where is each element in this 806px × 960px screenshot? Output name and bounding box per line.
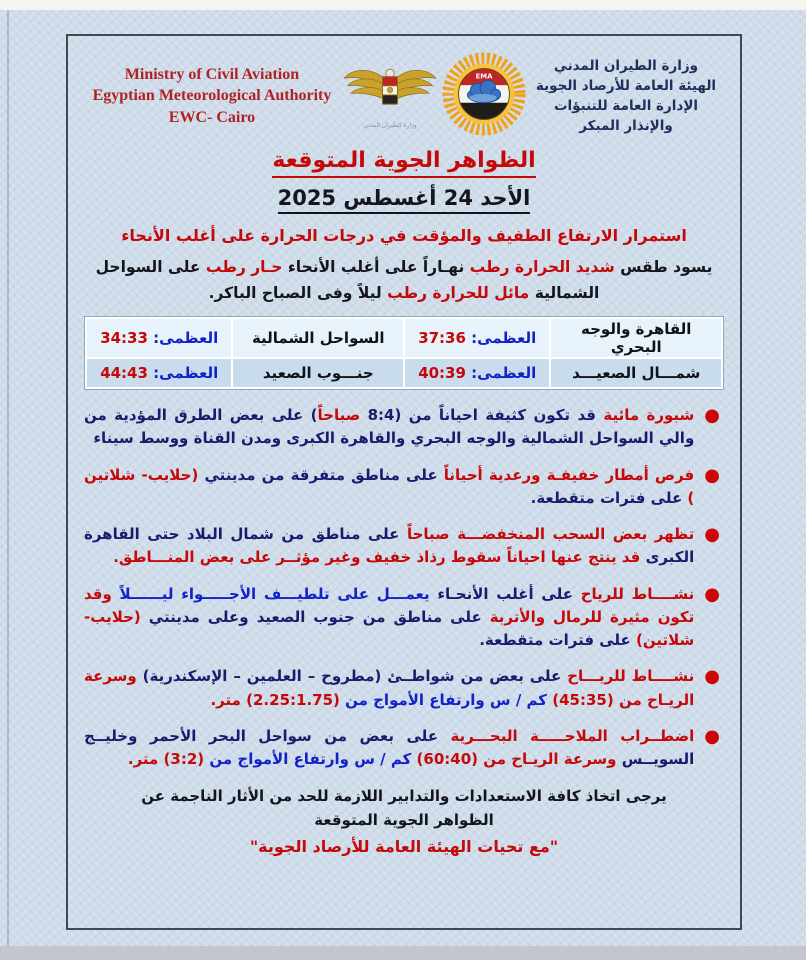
bullet-dot-icon: ● <box>704 524 720 546</box>
bullet-dot-icon: ● <box>704 666 720 688</box>
max-temp-cell <box>87 359 231 387</box>
header-english-block <box>84 64 340 129</box>
text-segment: شبورة مائية <box>595 406 695 425</box>
ema-logo-text: EMA <box>475 72 493 81</box>
region-cell: شمـــال الصعيـــد <box>551 359 721 387</box>
headline: استمرار الارتفاع الطفيف والمؤقت في درجات الحرارة على أغلب الأنحاء <box>121 226 687 245</box>
max-label: العظمى: <box>471 364 537 383</box>
forecast-bullet-clouds <box>84 523 724 570</box>
max-value: 44:43 <box>100 364 148 383</box>
scan-margin-bottom <box>0 946 806 960</box>
text-segment: كم / س وارتفاع الأمواج من <box>204 750 412 769</box>
text-segment: يسود طقس <box>614 258 713 276</box>
max-temp-cell <box>87 319 231 357</box>
text-segment: ليلاً وفى الصباح الباكر. <box>208 283 388 302</box>
text-segment: يعمـــل على تلطيـــف الأجـــــواء ليــــــلاً <box>111 584 430 603</box>
text-segment: (2.25:1.75) متر. <box>210 690 340 709</box>
bullet-dot-icon: ● <box>704 405 720 427</box>
text-segment: كم / س وارتفاع الأمواج من <box>339 690 548 709</box>
text-segment: ) على بعض الطرق المؤدية من والي السواحل الشمالية والوجه البحري والقاهرة الكبرى ومدن القناة ووسط سيناء <box>84 406 695 448</box>
bullet-dot-icon: ● <box>704 583 720 605</box>
sun-logo-icon <box>440 50 528 138</box>
bullet-dot-icon: ● <box>704 464 720 486</box>
ministry-name-en: Ministry of Civil Aviation <box>124 65 300 83</box>
text-segment: وقد تكون مثيرة للرمال والأتربة <box>84 584 695 626</box>
temperature-table-wrap <box>84 316 724 390</box>
scan-edge-line <box>7 10 9 946</box>
max-label: العظمى: <box>153 329 219 348</box>
text-segment: (3:2) متر. <box>127 750 205 769</box>
department-name-ar: الإدارة العامة للتنبؤات والإنذار المبكر <box>553 98 699 135</box>
forecast-bullet-fog <box>84 404 724 451</box>
bullet-text <box>84 464 694 511</box>
text-segment: تظهر بعض السحب المنخفضـــة صباحاً <box>399 525 695 544</box>
text-segment: اضطــراب الملاحـــــة البحـــرية <box>438 726 695 745</box>
text-segment: (حلايب- شلاتين ) <box>84 465 695 507</box>
text-segment: وسرعة الريـاح من (45:35) <box>84 667 695 709</box>
temperature-table <box>85 317 723 389</box>
text-segment: صباحاً <box>317 406 361 425</box>
authority-name-en: Egyptian Meteorological Authority <box>92 87 332 105</box>
civil-aviation-wings-logo <box>340 62 440 129</box>
bullet-text <box>84 665 694 712</box>
bullet-text <box>84 404 694 451</box>
text-segment: نشــــاط للريـــاح <box>561 667 695 686</box>
bulletin-title: الظواهر الجوية المتوقعة <box>272 148 535 178</box>
forecast-bullet-wind <box>84 583 724 653</box>
ewc-cairo-label: EWC- Cairo <box>168 108 256 126</box>
text-segment: على بعض من شواطــئ (مطروح – العلمين – الإسكندرية) <box>136 667 562 686</box>
intro-paragraph <box>84 255 724 306</box>
text-segment: مائل للحرارة رطب <box>387 283 530 302</box>
table-row <box>87 359 721 387</box>
max-label: العظمى: <box>153 364 219 383</box>
ema-sun-logo <box>440 50 528 142</box>
bulletin-date: الأحد 24 أغسطس 2025 <box>278 186 531 214</box>
header-arabic-block <box>528 56 724 137</box>
text-segment: على مناطق من شمال البلاد حتى القاهرة الكبرى <box>84 525 695 567</box>
region-cell: جنـــوب الصعيد <box>233 359 403 387</box>
text-segment: حـار رطب <box>205 258 283 276</box>
bullet-text <box>84 523 694 570</box>
forecast-list <box>84 404 724 771</box>
forecast-bullet-marine <box>84 725 724 772</box>
bullet-text <box>84 725 694 772</box>
wings-logo-caption: وزارة الطيران المدني <box>363 122 417 130</box>
text-segment: على السواحل الشمالية <box>95 258 600 302</box>
text-segment: (حلايب- شلاتين) <box>84 607 695 650</box>
region-cell: السواحل الشمالية <box>233 319 403 357</box>
text-segment: قد ينتج عنها احياناً سقوط رذاذ خفيف وغير مؤثــر على بعض المنـــاطق. <box>113 548 641 567</box>
text-segment: على أغلب الأنحـاء <box>429 584 573 603</box>
bullet-dot-icon: ● <box>704 725 720 747</box>
text-segment: نشــــاط للرياح <box>572 584 695 603</box>
text-segment: على فترات متقطعة. <box>479 631 631 650</box>
header <box>84 50 724 142</box>
text-segment: نهـاراً على أغلب الأنحاء <box>282 258 470 276</box>
footer-advice-line2: الظواهر الجوية المتوقعة <box>314 811 494 830</box>
text-segment: قد تكون كثيفة احياناً من (8:4 <box>360 406 596 425</box>
text-segment: شديد الحرارة رطب <box>469 258 615 276</box>
text-segment: على مناطق متفرقة من مدينتي <box>198 465 438 484</box>
max-temp-cell <box>405 359 549 387</box>
text-segment: وسرعة الريـاح من (60:40) <box>411 750 617 769</box>
wings-logo-icon <box>340 62 440 118</box>
max-value: 37:36 <box>418 329 466 348</box>
max-label: العظمى: <box>471 329 537 348</box>
ministry-name-ar: وزارة الطيران المدني <box>553 57 699 74</box>
text-segment: فرص أمطار خفيفـة ورعدية أحياناً <box>437 465 695 484</box>
bulletin-page <box>0 10 806 946</box>
table-row <box>87 319 721 357</box>
footer-advice-line1: يرجى اتخاذ كافة الاستعدادات والتدابير اللازمة للحد من الأثار الناجمة عن <box>141 787 667 806</box>
text-segment: على بعض من سواحل البحر الأحمر وخليــج السويــس <box>84 726 695 769</box>
footer <box>84 784 724 860</box>
region-cell: القاهرة والوجه البحري <box>551 319 721 357</box>
authority-name-ar: الهيئة العامة للأرصاد الجوية <box>535 77 717 94</box>
forecast-bullet-coastal-wind <box>84 665 724 712</box>
max-temp-cell <box>405 319 549 357</box>
footer-greeting: "مع تحيات الهيئة العامة للأرصاد الجوية" <box>249 837 559 857</box>
document-frame <box>66 34 742 930</box>
text-segment: على فترات متقطعة. <box>530 488 683 507</box>
scan-margin-top <box>0 0 806 10</box>
forecast-bullet-rain <box>84 464 724 511</box>
bullet-text <box>84 583 694 653</box>
max-value: 34:33 <box>100 329 148 348</box>
text-segment: على مناطق من جنوب الصعيد وعلى مدينتي <box>140 607 482 626</box>
max-value: 40:39 <box>418 364 466 383</box>
